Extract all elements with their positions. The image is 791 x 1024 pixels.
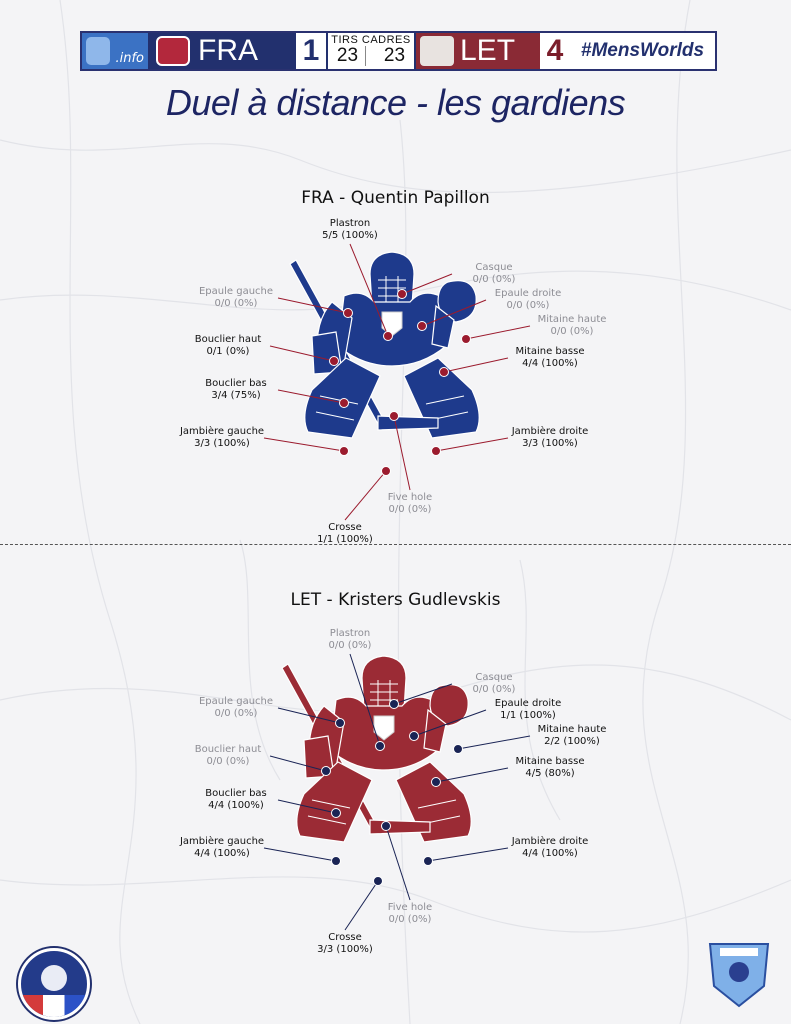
zone-label-bouclier-bas [205,788,267,812]
zone-label-crosse [317,522,373,546]
zone-dot [454,745,463,754]
zone-label-casque [473,262,516,286]
zone-value: 0/0 (0%) [206,756,250,767]
zone-label-mitaine-basse [516,756,585,780]
zone-value: 0/1 (0%) [206,346,250,357]
zone-name: Crosse [328,932,362,943]
zone-connector [436,768,508,782]
zone-name: Epaule gauche [198,696,274,707]
zone-dot [322,767,331,776]
zone-value: 0/0 (0%) [388,504,432,515]
zone-value: 0/0 (0%) [550,326,594,337]
zone-label-epaule-droite [495,288,561,312]
zone-name: Mitaine haute [537,314,607,325]
zone-label-bouclier-bas [205,378,267,402]
zone-connector [428,848,508,861]
zone-value: 4/4 (100%) [194,848,250,859]
zone-label-jambiere-droite [512,426,589,450]
zone-value: 0/0 (0%) [214,708,258,719]
zone-value: 1/1 (100%) [500,710,556,721]
zone-value: 0/0 (0%) [388,914,432,925]
zone-name: Bouclier bas [205,788,267,799]
zone-name: Crosse [328,522,362,533]
zone-value: 4/4 (100%) [522,358,578,369]
zone-name: Casque [475,262,513,273]
shots-team1: 23 [337,46,366,66]
zone-label-five-hole [388,902,432,926]
zone-label-mitaine-basse [516,346,585,370]
zone-label-epaule-gauche [199,696,273,720]
zone-name: Plastron [329,628,371,639]
zone-name: Epaule gauche [198,286,274,297]
zone-name: Bouclier haut [194,744,262,755]
mascot-shield-logo [706,938,772,1008]
zone-name: Jambière gauche [179,426,265,437]
goalie1-heading: FRA - Quentin Papillon [301,188,490,208]
zone-name: Five hole [387,902,433,913]
zone-connector [458,736,530,749]
zone-name: Five hole [387,492,433,503]
zone-label-jambiere-gauche [180,426,264,450]
zone-name: Bouclier bas [205,378,267,389]
zone-dot [390,700,399,709]
goalie2-heading: LET - Kristers Gudlevskis [290,590,501,610]
zone-name: Epaule droite [494,288,562,299]
zone-label-five-hole [388,492,432,516]
zone-connector [386,826,410,900]
zone-label-mitaine-haute [538,314,607,338]
zone-label-jambiere-droite [512,836,589,860]
zone-value: 3/3 (100%) [522,438,578,449]
zone-name: Mitaine haute [537,724,607,735]
zone-name: Mitaine basse [515,346,585,357]
zone-dot [336,719,345,728]
zone-connector [345,881,378,930]
zone-dot [332,857,341,866]
zone-value: 1/1 (100%) [317,534,373,545]
page-title: Duel à distance - les gardiens [165,82,626,123]
zone-name: Jambière gauche [179,836,265,847]
zone-name: Epaule droite [494,698,562,709]
zone-value: 3/4 (75%) [211,390,261,401]
zone-label-bouclier-haut [195,744,262,768]
zone-name: Jambière droite [511,836,589,847]
zone-label-casque [473,672,516,696]
zone-value: 4/4 (100%) [208,800,264,811]
zone-value: 0/0 (0%) [328,640,372,651]
team1-score: 1 [296,33,326,69]
zone-value: 3/3 (100%) [317,944,373,955]
team1-name: FRA [198,34,258,67]
zone-dot [382,822,391,831]
zone-label-jambiere-gauche [180,836,264,860]
zone-value: 0/0 (0%) [472,274,516,285]
zone-label-epaule-droite [495,698,561,722]
zone-value: 0/0 (0%) [214,298,258,309]
team2-score: 4 [540,33,570,69]
zone-value: 2/2 (100%) [544,736,600,747]
owl-icon [41,965,67,991]
shots-team2: 23 [383,45,406,66]
zone-label-plastron [329,628,372,652]
zone-label-bouclier-haut [195,334,262,358]
zone-label-crosse [317,932,373,956]
zone-label-plastron [322,218,378,242]
hashtag: #MensWorlds [570,33,715,69]
zone-dot [410,732,419,741]
zone-value: 3/3 (100%) [194,438,250,449]
zone-value: 5/5 (100%) [322,230,378,241]
zone-value: 0/0 (0%) [472,684,516,695]
zone-name: Bouclier haut [194,334,262,345]
zone-dot [374,877,383,886]
owl-club-logo [18,948,90,1020]
zone-name: Plastron [329,218,371,229]
zone-value: 0/0 (0%) [506,300,550,311]
zone-label-epaule-gauche [199,286,273,310]
zone-dot [376,742,385,751]
zone-dot [432,778,441,787]
team2-name: LET [460,34,516,67]
zone-connector [264,848,336,861]
zone-value: 4/5 (80%) [525,768,575,779]
zone-name: Jambière droite [511,426,589,437]
zone-name: Casque [475,672,513,683]
zone-dot [424,857,433,866]
site-label: .info [115,51,144,66]
zone-label-mitaine-haute [538,724,607,748]
zone-value: 4/4 (100%) [522,848,578,859]
zone-dot [332,809,341,818]
zone-name: Mitaine basse [515,756,585,767]
shots-label: TIRS CADRES [331,34,411,46]
